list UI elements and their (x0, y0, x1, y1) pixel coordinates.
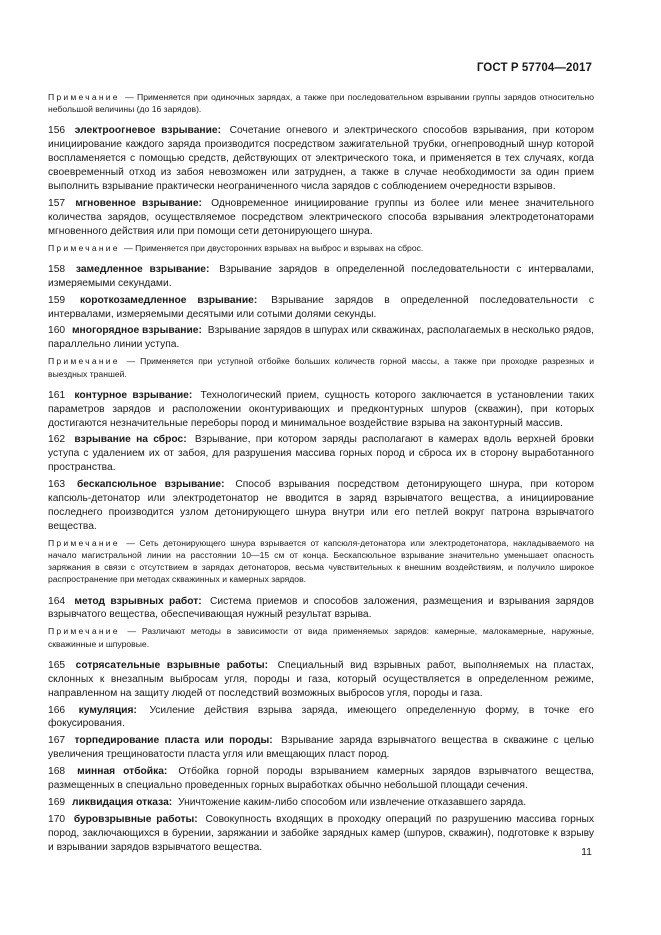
term-definition: Специальный вид взрывных работ, выполняемых на пластах, склонных к внезапным выбросам угля, породы и газа, который осуществляется в определенном режиме, направленном на защиту людей от последствий возможных выбросов угля, породы и газа. (48, 659, 595, 699)
term-number: 166 (48, 704, 66, 716)
term-number: 168 (48, 766, 66, 778)
term-definition: Взрывание, при котором заряды располагают в камерах вдоль верхней бровки уступа с удалением их от забоя, для разрушения массива горных пород и сброса их в сторону выработанного пространства. (48, 434, 594, 474)
term-entry-162 (48, 433, 594, 475)
term-number: 156 (48, 125, 66, 137)
term-definition: Система приемов и способов заложения, размещения и взрывания зарядов взрывчатого вещества, обеспечивающая нужный результат взрыва. (48, 595, 594, 621)
term-number: 165 (48, 659, 66, 671)
term-title: контурное взрывание: (74, 389, 193, 401)
note (48, 91, 594, 115)
term-title: электроогневое взрывание: (74, 125, 221, 137)
term-entry-167 (48, 734, 594, 762)
term-title: многорядное взрывание: (71, 325, 202, 337)
term-entry-166 (48, 704, 594, 732)
term-entry-157 (48, 197, 594, 239)
term-definition: Сочетание огневого и электрического способов взрывания, при котором инициирование каждого заряда производится посредством зажигательной трубки, огнепроводный шнур которой воспламеняется с помощью средств, действующих от электрического тока, и применяется в тех случаях, когда своевременный отход из забоя невозможен или затруднен, а также в случае необходимости за один прием выполнить взрывание практически неограниченного числа зарядов с соблюдением очередности взрывов. (48, 125, 594, 193)
term-title: торпедирование пласта или породы: (74, 735, 273, 747)
term-definition: Технологический прием, сущность которого заключается в установлении таких параметров зарядов и расположении оконтуривающих и предконтурных шпуров (скважин), при которых достигаются незначительные переборы пород и минимальное воздействие взрыва на законтурный массив. (48, 389, 594, 429)
term-title: ликвидация отказа: (71, 796, 173, 808)
term-title: кумуляция: (78, 704, 137, 716)
term-entry-160 (48, 324, 594, 352)
term-number: 167 (48, 735, 66, 747)
document-body (48, 91, 594, 858)
term-entry-169 (48, 796, 594, 810)
note-label: Примечание (48, 92, 120, 102)
term-definition: Отбойка горной породы взрыванием камерных зарядов взрывчатого вещества, размещенных в специально проведенных горных выработках обычно небольшой площади сечения. (48, 766, 594, 792)
term-definition: Усиление действия взрыва заряда, имеющего определенную форму, в точке его фокусирования. (48, 704, 594, 730)
term-number: 160 (48, 325, 66, 337)
note (48, 537, 594, 586)
note-text: — Сеть детонирующего шнура взрывается от капсюля-детонатора или электродетонатора, накладываемого на начало магистральной линии на расстоянии 10—15 см от конца. Бескапсюльное взрывание значительно уменьшает опасность заряжания в связи с отсутствием в зарядах детонаторов, весьма чувствительных к внешним воздействиям, и получило широкое распространение при методах скважинных и камерных зарядов. (48, 537, 595, 585)
term-entry-168 (48, 765, 594, 793)
note-text: — Применяется при уступной отбойке больших количеств горной массы, а также при проходке разрезных и выездных траншей. (48, 356, 594, 379)
term-number: 157 (48, 197, 66, 209)
term-entry-161 (48, 389, 594, 431)
note-label: Примечание (48, 626, 120, 637)
term-definition: Взрывание заряда взрывчатого вещества в скважине с целью увеличения трещиноватости пласта угля или вмещающих пласт пород. (48, 735, 594, 761)
note (48, 625, 594, 649)
term-entry-156 (48, 124, 594, 194)
term-entry-165 (48, 659, 594, 701)
term-number: 158 (48, 263, 66, 275)
note-label: Примечание (48, 537, 120, 548)
term-number: 170 (48, 813, 66, 825)
term-entry-170 (48, 813, 594, 855)
term-number: 162 (48, 434, 66, 446)
term-definition: Взрывание зарядов в шпурах или скважинах, располагаемых в несколько рядов, параллельно линии уступа. (48, 325, 594, 351)
note (48, 355, 594, 379)
term-definition: Уничтожение каким-либо способом или извлечение отказавшего заряда. (178, 796, 527, 808)
note-label: Примечание (48, 242, 120, 253)
term-title: замедленное взрывание: (75, 263, 210, 275)
term-title: метод взрывных работ: (74, 595, 202, 607)
term-number: 164 (48, 595, 66, 607)
standard-header: ГОСТ Р 57704—2017 (476, 62, 592, 74)
term-definition: Совокупность входящих в проходку операций по разрушению массива горных пород, заключающихся в бурении, заряжании и забойке зарядных камер (шпуров, скважин), подготовке к взрыву и взрывании зарядов взрывчатого вещества. (48, 813, 594, 853)
term-definition: Способ взрывания посредством детонирующего шнура, при котором капсюль-детонатор или электродетонатор не вводится в заряд взрывчатого вещества, а инициирование последнего производится узлом детонирующего шнура внутри или его петлей вокруг патрона взрывчатого вещества. (48, 479, 594, 532)
term-entry-164 (48, 595, 594, 623)
term-title: сотрясательные взрывные работы: (75, 659, 269, 671)
term-number: 161 (48, 389, 66, 401)
term-title: взрывание на сброс: (74, 434, 187, 446)
term-number: 163 (48, 479, 66, 491)
note (48, 242, 594, 254)
term-title: короткозамедленное взрывание: (79, 294, 258, 306)
note-text: — Применяется при одиночных зарядах, а также при последовательном взрывании группы зарядов относительно небольшой величины (до 16 зарядов). (48, 92, 595, 115)
term-entry-158 (48, 263, 594, 291)
term-title: буровзрывные работы: (73, 813, 198, 825)
term-number: 169 (48, 796, 66, 808)
page-number: 11 (581, 846, 592, 858)
note-text: — Применяется при двусторонних взрывах на выброс и взрывах на сброс. (124, 242, 424, 253)
term-title: мгновенное взрывание: (75, 197, 202, 209)
term-entry-159 (48, 294, 594, 322)
term-number: 159 (48, 294, 66, 306)
term-definition: Взрывание зарядов в определенной последовательности с интервалами, измеряемыми секундами. (48, 263, 594, 289)
note-label: Примечание (48, 356, 120, 367)
term-entry-163 (48, 478, 594, 534)
term-title: бескапсюльное взрывание: (76, 479, 225, 491)
note-text: — Различают методы в зависимости от вида применяемых зарядов: камерные, малокамерные, наружные, скважинные и шпуровые. (48, 626, 594, 649)
term-definition: Взрывание зарядов в определенной последовательности с интервалами, измеряемыми десятыми или сотыми долями секунды. (48, 294, 594, 320)
term-definition: Одновременное инициирование группы из более или менее значительного количества зарядов, осуществляемое посредством электрического способа взрывания электродетонаторами мгновенного действия или при помощи сети детонирующего шнура. (48, 197, 595, 237)
term-title: минная отбойка: (77, 766, 168, 778)
